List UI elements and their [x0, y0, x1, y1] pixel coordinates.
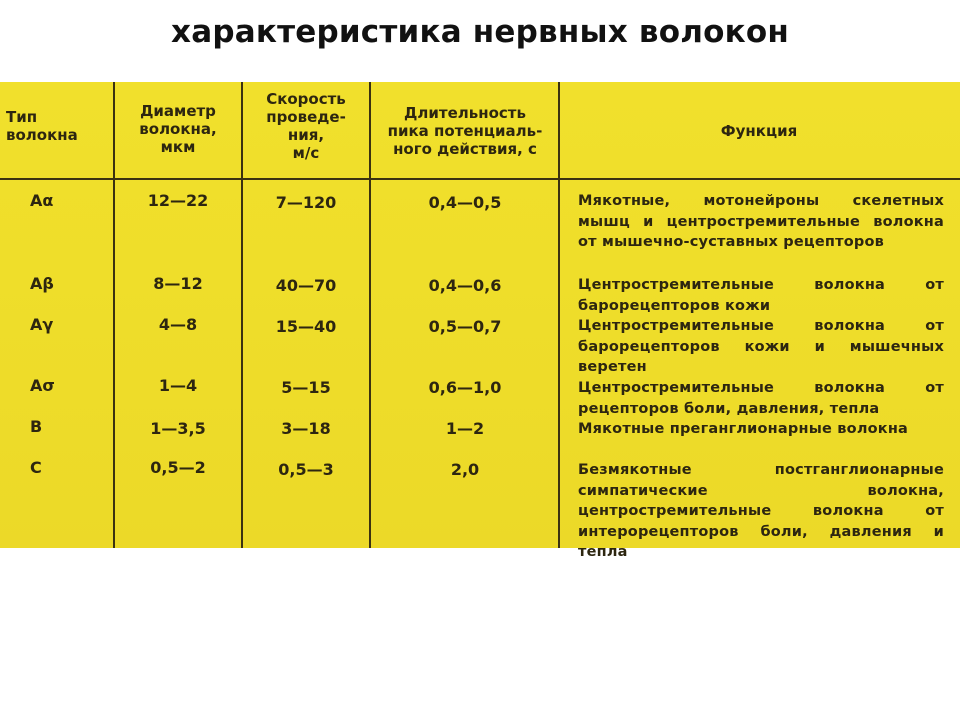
- row-diameter: 1—3,5: [150, 419, 206, 438]
- row-type: Aγ: [30, 315, 54, 334]
- row-speed: 5—15: [281, 378, 331, 397]
- row-speed: 7—120: [275, 193, 337, 212]
- row-function: Центростремительные волокна от барорецепторов кожи и мышечных веретен: [578, 318, 944, 375]
- column-divider: [369, 82, 371, 548]
- row-function: Безмякотные постганглионарные симпатические волокна, центростремительные волокна от интерорецепторов боли, давления и тепла: [578, 462, 944, 560]
- row-duration: 0,4—0,6: [428, 276, 502, 295]
- row-function: Мякотные, мотонейроны скелетных мышц и центростремительные волокна от мышечно-суставных рецепторов: [578, 193, 944, 250]
- row-speed: 40—70: [275, 276, 337, 295]
- header-function: Функция: [720, 122, 798, 140]
- page-title: характеристика нервных волокон: [171, 14, 789, 50]
- row-type: Aβ: [30, 274, 54, 293]
- row-diameter: 4—8: [158, 315, 198, 334]
- row-duration: 1—2: [445, 419, 485, 438]
- row-speed: 15—40: [275, 317, 337, 336]
- row-diameter: 0,5—2: [150, 458, 206, 477]
- row-diameter: 8—12: [153, 274, 203, 293]
- header-duration: Длительность пика потенциаль- ного действия, с: [387, 104, 543, 158]
- nerve-fiber-table: [0, 82, 960, 560]
- header-type: Тип волокна: [6, 108, 78, 144]
- row-type: C: [30, 458, 42, 477]
- row-diameter: 12—22: [147, 191, 209, 210]
- row-duration: 0,6—1,0: [428, 378, 502, 397]
- header-divider: [0, 178, 960, 180]
- row-speed: 3—18: [281, 419, 331, 438]
- row-diameter: 1—4: [158, 376, 198, 395]
- row-function: Центростремительные волокна от барорецепторов кожи: [578, 277, 944, 314]
- row-speed: 0,5—3: [278, 460, 334, 479]
- row-type: Aα: [30, 191, 54, 210]
- header-diameter: Диаметр волокна, мкм: [139, 102, 217, 156]
- column-divider: [558, 82, 560, 548]
- column-divider: [113, 82, 115, 548]
- row-duration: 2,0: [450, 460, 480, 479]
- row-type: B: [30, 417, 43, 436]
- row-duration: 0,4—0,5: [428, 193, 502, 212]
- row-type: Aσ: [30, 376, 55, 395]
- row-function: Мякотные преганглионарные волокна: [578, 421, 909, 437]
- column-divider: [241, 82, 243, 548]
- row-duration: 0,5—0,7: [428, 317, 502, 336]
- header-speed: Скорость проведе- ния, м/с: [266, 90, 346, 162]
- row-function: Центростремительные волокна от рецепторов боли, давления, тепла: [578, 380, 944, 417]
